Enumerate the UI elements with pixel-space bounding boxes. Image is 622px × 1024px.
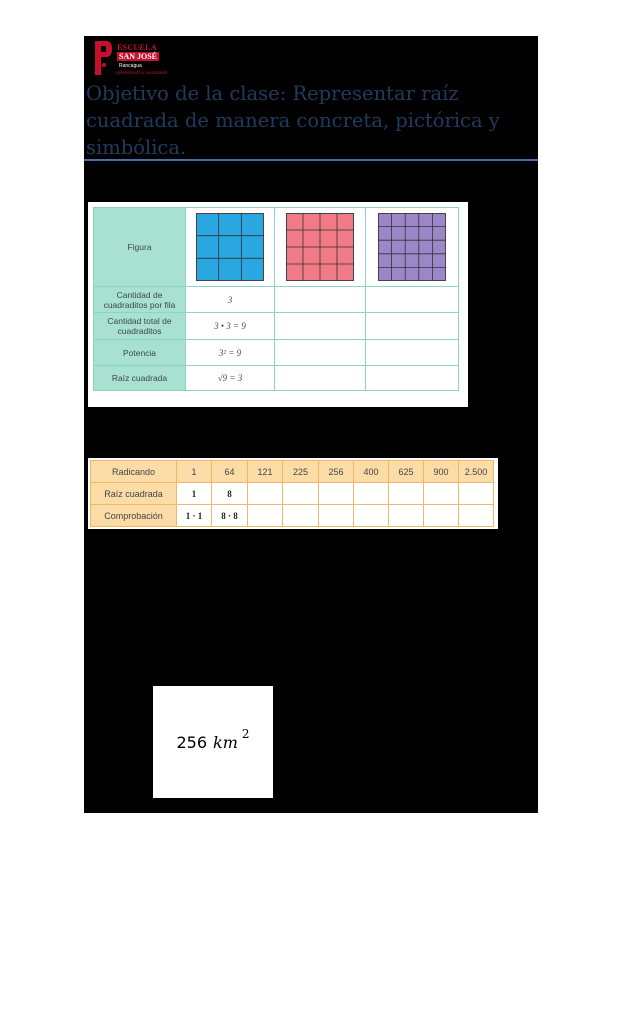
page-panel (84, 36, 538, 813)
square-grid-figure (378, 213, 446, 281)
logo-p-icon (93, 39, 113, 77)
square-root-figures-table (88, 202, 468, 407)
empty-cell (423, 482, 459, 505)
figures-grid-table (93, 207, 458, 390)
row-label: Figura (93, 207, 186, 287)
radicando-cell: 900 (423, 460, 459, 483)
empty-cell (274, 312, 366, 340)
row-label: Radicando (90, 460, 177, 483)
value-cell: 3² = 9 (185, 339, 275, 366)
value-cell: √9 = 3 (185, 365, 275, 391)
figure-cell (365, 207, 459, 287)
row-label: Raíz cuadrada (93, 365, 186, 391)
empty-cell (318, 504, 354, 527)
value-cell: 3 (185, 286, 275, 313)
radicando-cell: 256 (318, 460, 354, 483)
area-unit: km (213, 732, 238, 752)
empty-cell (274, 339, 366, 366)
square-grid-figure (286, 213, 354, 281)
class-objective: Objetivo de la clase: Representar raíz cuadrada de manera concreta, pictórica y simbólica. (86, 82, 500, 159)
comprobacion-cell: 1 · 1 (176, 504, 212, 527)
empty-cell (365, 365, 459, 391)
raiz-cell: 8 (211, 482, 248, 505)
empty-cell (365, 339, 459, 366)
row-label: Comprobación (90, 504, 177, 527)
empty-cell (388, 482, 424, 505)
radicando-cell: 400 (353, 460, 389, 483)
radicando-cell: 121 (247, 460, 283, 483)
raiz-cell: 1 (176, 482, 212, 505)
radicando-cell: 2.500 (458, 460, 494, 483)
empty-cell (365, 286, 459, 313)
school-logo (93, 39, 183, 77)
radicando-cell: 64 (211, 460, 248, 483)
empty-cell (458, 504, 494, 527)
empty-cell (458, 482, 494, 505)
title-divider (84, 159, 538, 161)
empty-cell (274, 286, 366, 313)
empty-cell (318, 482, 354, 505)
empty-cell (353, 504, 389, 527)
radicando-cell: 1 (176, 460, 212, 483)
area-exponent: 2 (241, 727, 250, 741)
figure-cell (185, 207, 275, 287)
empty-cell (365, 312, 459, 340)
square-grid-figure (196, 213, 264, 281)
figure-cell (274, 207, 366, 287)
empty-cell (282, 482, 319, 505)
radicando-table (88, 458, 498, 529)
logo-text-1: ESCUELA (117, 43, 157, 52)
area-card (153, 686, 273, 798)
empty-cell (247, 504, 283, 527)
value-cell: 3 • 3 = 9 (185, 312, 275, 340)
area-number: 256 (176, 732, 208, 752)
comprobacion-cell: 8 · 8 (211, 504, 248, 527)
radicando-cell: 225 (282, 460, 319, 483)
row-label: Potencia (93, 339, 186, 366)
empty-cell (388, 504, 424, 527)
empty-cell (274, 365, 366, 391)
row-label: Raíz cuadrada (90, 482, 177, 505)
logo-text-2: SAN JOSÉ (119, 52, 158, 61)
empty-cell (247, 482, 283, 505)
empty-cell (353, 482, 389, 505)
logo-text-3: Rancagua (119, 63, 142, 69)
empty-cell (423, 504, 459, 527)
empty-cell (282, 504, 319, 527)
row-label: Cantidad de cuadraditos por fila (93, 286, 186, 313)
logo-text-4: Aprendiendo y avanzando (115, 70, 168, 75)
row-label: Cantidad total de cuadraditos (93, 312, 186, 340)
radicando-cell: 625 (388, 460, 424, 483)
